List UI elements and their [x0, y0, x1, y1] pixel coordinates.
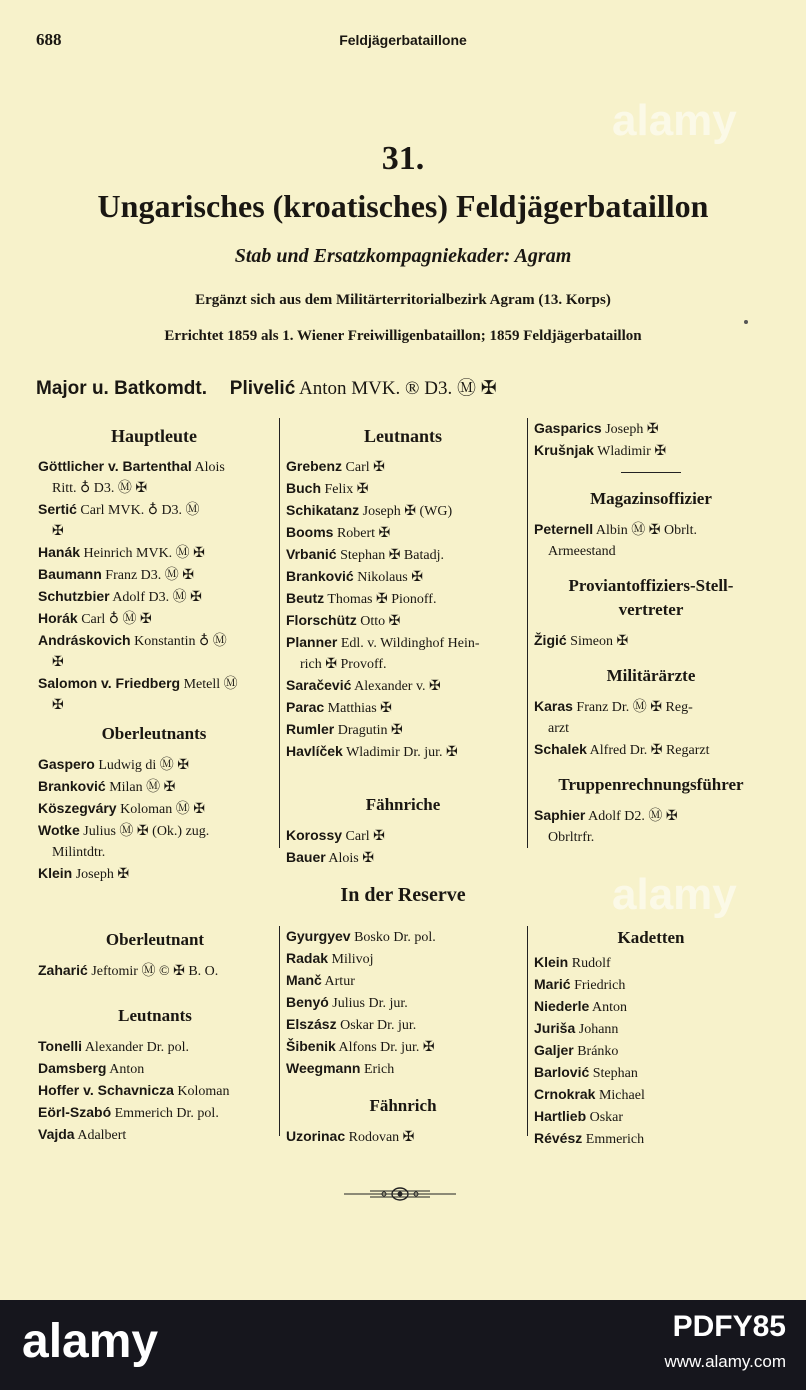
list-entry — [286, 1014, 520, 1036]
list-entry — [286, 1036, 520, 1058]
list-entry — [534, 1106, 768, 1128]
watermark-banner — [0, 1300, 806, 1390]
heading-leutnants: Leutnants — [363, 426, 443, 446]
list-entry — [38, 695, 270, 716]
entry-details: Nikolaus ✠ — [357, 570, 423, 585]
entry-details: Thomas ✠ Pionoff. — [327, 592, 437, 607]
info-line-2: Errichtet 1859 als 1. Wiener Freiwilligenbataillon; 1859 Feldjägerbataillon — [164, 328, 642, 344]
heading-oberleutnant: Oberleutnant — [105, 930, 205, 949]
entry-details: Obrltrfr. — [548, 830, 595, 845]
reserve-faehnrich-list — [286, 1126, 520, 1148]
list-entry — [38, 673, 270, 695]
heading-faehnrich: Fähnrich — [369, 1096, 437, 1115]
entry-details: Julius Dr. jur. — [332, 996, 408, 1011]
heading-magazinsoffizier: Magazinsoffizier — [590, 489, 712, 508]
info-line-1: Ergänzt sich aus dem Militärterritorialbezirk Agram (13. Korps) — [195, 292, 611, 308]
entry-details: Carl ♁ Ⓜ ✠ — [81, 612, 152, 627]
kadetten-list — [534, 952, 768, 1150]
list-entry — [286, 1058, 520, 1080]
site-url: www.alamy.com — [664, 1352, 786, 1371]
entry-surname: Planner — [286, 634, 338, 650]
entry-surname: Tonelli — [38, 1038, 83, 1054]
list-entry — [286, 588, 520, 610]
entry-details: rich ✠ Provoff. — [300, 657, 387, 672]
entry-details: Felix ✠ — [324, 482, 369, 497]
list-entry — [38, 798, 270, 820]
entry-surname: Salomon v. Friedberg — [38, 675, 181, 691]
list-entry — [286, 654, 520, 675]
reserve-column-1 — [38, 928, 272, 1146]
list-entry — [534, 974, 768, 996]
list-entry — [286, 1126, 520, 1148]
major-line — [36, 373, 497, 400]
list-entry — [286, 478, 520, 500]
list-entry — [286, 719, 520, 741]
entry-details: Adalbert — [77, 1128, 127, 1143]
entry-surname: Parac — [286, 699, 325, 715]
entry-details: Emmerich Dr. pol. — [114, 1106, 219, 1121]
entry-details: ✠ — [52, 655, 64, 670]
faehnriche-list — [286, 825, 520, 869]
entry-details: Metell Ⓜ — [183, 677, 238, 692]
entry-details: Adolf D3. Ⓜ ✠ — [112, 590, 202, 605]
entry-details: Konstantin ♁ Ⓜ — [134, 634, 227, 649]
list-entry — [534, 519, 768, 541]
entry-details: Stephan — [592, 1066, 638, 1081]
entry-surname: Révész — [534, 1130, 583, 1146]
entry-details: Otto ✠ — [360, 614, 401, 629]
list-entry — [38, 456, 270, 478]
entry-surname: Beutz — [286, 590, 325, 606]
entry-details: Michael — [598, 1088, 645, 1103]
list-entry — [38, 608, 270, 630]
heading-militaeraerzte: Militärärzte — [606, 666, 696, 685]
list-entry — [38, 1102, 272, 1124]
list-entry — [286, 610, 520, 632]
list-entry — [286, 675, 520, 697]
list-entry — [38, 652, 270, 673]
entry-details: Robert ✠ — [336, 526, 391, 541]
entry-surname: Eörl-Szabó — [38, 1104, 112, 1120]
entry-details: Koloman Ⓜ ✠ — [120, 802, 205, 817]
list-entry — [286, 500, 520, 522]
leutnants-list — [286, 456, 520, 763]
entry-surname: Niederle — [534, 998, 590, 1014]
entry-details: Bosko Dr. pol. — [354, 930, 436, 945]
reserve-column-2 — [286, 926, 520, 1148]
list-entry — [534, 1040, 768, 1062]
entry-details: Bránko — [577, 1044, 619, 1059]
entry-surname: Branković — [38, 778, 106, 794]
entry-details: Alfons Dr. jur. ✠ — [338, 1040, 435, 1055]
entry-surname: Benyó — [286, 994, 329, 1010]
entry-details: Alois ✠ — [328, 851, 374, 866]
entry-details: Anton — [591, 1000, 627, 1015]
entry-surname: Baumann — [38, 566, 102, 582]
entry-details: Alexander v. ✠ — [354, 679, 441, 694]
entry-surname: Vrbanić — [286, 546, 337, 562]
entry-details: arzt — [548, 721, 569, 736]
heading-hauptleute: Hauptleute — [110, 426, 197, 446]
entry-details: Carl ✠ — [345, 460, 385, 475]
entry-details: Julius Ⓜ ✠ (Ok.) zug. — [83, 824, 210, 839]
list-entry — [38, 586, 270, 608]
reserve-rule-1 — [279, 926, 280, 1136]
print-dot — [744, 320, 748, 324]
entry-surname: Sertić — [38, 501, 77, 517]
list-entry — [286, 522, 520, 544]
entry-surname: Korossy — [286, 827, 343, 843]
column-rule-1 — [279, 418, 280, 848]
watermark-bottom: alamy — [612, 870, 737, 919]
entry-surname: Hoffer v. Schavnicza — [38, 1082, 174, 1098]
entry-details: Oskar — [589, 1110, 624, 1125]
magazin-list — [534, 519, 768, 562]
entry-surname: Damsberg — [38, 1060, 107, 1076]
entry-surname: Elszász — [286, 1016, 337, 1032]
list-entry — [286, 741, 520, 763]
entry-details: Rudolf — [571, 956, 611, 971]
entry-surname: Gyurgyev — [286, 928, 351, 944]
list-entry — [286, 544, 520, 566]
entry-details: Ritt. ♁ D3. Ⓜ ✠ — [52, 481, 148, 496]
watermark-top: alamy — [612, 96, 737, 145]
image-id: PDFY85 — [672, 1310, 786, 1343]
list-entry — [534, 541, 768, 562]
entry-details: Matthias ✠ — [327, 701, 392, 716]
entry-details: Albin Ⓜ ✠ Obrlt. — [595, 523, 698, 538]
reserve-rule-2 — [527, 926, 528, 1136]
entry-surname: Zaharić — [38, 962, 88, 978]
entry-surname: Manč — [286, 972, 322, 988]
list-entry — [38, 1124, 272, 1146]
entry-details: ✠ — [52, 698, 64, 713]
page-number: 688 — [36, 30, 62, 49]
list-entry — [286, 456, 520, 478]
entry-surname: Buch — [286, 480, 321, 496]
reserve-heading: In der Reserve — [340, 884, 466, 906]
col3-top-list — [534, 418, 768, 462]
list-entry — [38, 863, 270, 885]
list-entry — [534, 827, 768, 848]
entry-details: Alois — [194, 460, 225, 475]
entry-surname: Juriša — [534, 1020, 576, 1036]
ornament-divider — [340, 1184, 460, 1204]
heading-reserve-leutnants: Leutnants — [118, 1006, 192, 1025]
heading-kadetten: Kadetten — [617, 928, 685, 947]
list-entry — [534, 952, 768, 974]
list-entry — [534, 739, 768, 761]
entry-surname: Marić — [534, 976, 571, 992]
entry-surname: Saphier — [534, 807, 586, 823]
rechnung-list — [534, 805, 768, 848]
entry-details: Erich — [363, 1062, 395, 1077]
entry-surname: Krušnjak — [534, 442, 594, 458]
aerzte-list — [534, 696, 768, 761]
entry-details: Dragutin ✠ — [337, 723, 403, 738]
entry-surname: Peternell — [534, 521, 594, 537]
list-entry — [286, 632, 520, 654]
entry-surname: Wotke — [38, 822, 80, 838]
entry-details: Joseph ✠ — [605, 422, 659, 437]
entry-surname: Rumler — [286, 721, 335, 737]
entry-surname: Branković — [286, 568, 354, 584]
heading-faehnriche: Fähnriche — [365, 795, 441, 814]
entry-details: Friedrich — [574, 978, 626, 993]
heading-truppenrechnungsfuehrer: Truppenrechnungsführer — [558, 775, 744, 794]
entry-surname: Uzorinac — [286, 1128, 346, 1144]
list-entry — [38, 564, 270, 586]
list-entry — [286, 847, 520, 869]
entry-details: Oskar Dr. jur. — [340, 1018, 417, 1033]
list-entry — [38, 478, 270, 499]
entry-details: Carl MVK. ♁ D3. Ⓜ — [80, 503, 200, 518]
entry-details: Joseph ✠ — [75, 867, 130, 882]
list-entry — [286, 566, 520, 588]
entry-details: Koloman — [177, 1084, 230, 1099]
major-details: Anton MVK. ® D3. Ⓜ ✠ — [298, 378, 497, 399]
proviant-list — [534, 630, 768, 652]
section-number: 31. — [381, 140, 425, 177]
entry-surname: Schalek — [534, 741, 587, 757]
entry-surname: Göttlicher v. Bartenthal — [38, 458, 192, 474]
entry-surname: Booms — [286, 524, 334, 540]
list-entry — [534, 718, 768, 739]
entry-details: Wladimir Dr. jur. ✠ — [346, 745, 458, 760]
entry-details: Artur — [324, 974, 355, 989]
reserve-ober-list — [38, 960, 272, 982]
entry-surname: Klein — [534, 954, 569, 970]
subtitle: Stab und Ersatzkompagniekader: Agram — [234, 245, 572, 267]
heading-proviant-2: vertreter — [618, 600, 684, 619]
entry-details: Alfred Dr. ✠ Regarzt — [589, 743, 710, 758]
list-entry — [534, 630, 768, 652]
entry-surname: Grebenz — [286, 458, 343, 474]
page-title: Ungarisches (kroatisches) Feldjägerbataillon — [97, 188, 709, 224]
entry-surname: Klein — [38, 865, 73, 881]
list-entry — [286, 992, 520, 1014]
short-divider — [621, 472, 681, 473]
entry-details: Franz Dr. Ⓜ ✠ Reg- — [576, 700, 693, 715]
list-entry — [534, 440, 768, 462]
entry-surname: Gasparics — [534, 420, 602, 436]
column-3 — [534, 418, 768, 848]
reserve-leut-list — [38, 1036, 272, 1146]
running-head: Feldjägerbataillone — [339, 32, 467, 48]
entry-surname: Horák — [38, 610, 78, 626]
list-entry — [38, 754, 270, 776]
reserve-column-3 — [534, 926, 768, 1150]
entry-details: Adolf D2. Ⓜ ✠ — [588, 809, 678, 824]
entry-surname: Karas — [534, 698, 573, 714]
list-entry — [534, 1018, 768, 1040]
entry-details: Armeestand — [548, 544, 616, 559]
list-entry — [38, 542, 270, 564]
entry-surname: Havlíček — [286, 743, 343, 759]
list-entry — [38, 499, 270, 521]
entry-details: ✠ — [52, 524, 64, 539]
entry-details: Ludwig di Ⓜ ✠ — [98, 758, 189, 773]
reserve-col2-list — [286, 926, 520, 1080]
entry-surname: Radak — [286, 950, 329, 966]
entry-surname: Barlović — [534, 1064, 590, 1080]
entry-details: Rodovan ✠ — [348, 1130, 415, 1145]
entry-details: Wladimir ✠ — [597, 444, 667, 459]
entry-surname: Saračević — [286, 677, 352, 693]
list-entry — [38, 630, 270, 652]
major-name: Plivelić — [229, 378, 296, 399]
oberleutnants-list — [38, 754, 270, 885]
entry-surname: Žigić — [534, 632, 567, 648]
entry-details: Edl. v. Wildinghof Hein- — [340, 636, 480, 651]
entry-surname: Weegmann — [286, 1060, 361, 1076]
alamy-logo: alamy — [22, 1315, 159, 1368]
entry-details: Heinrich MVK. Ⓜ ✠ — [83, 546, 205, 561]
list-entry — [534, 696, 768, 718]
entry-surname: Schikatanz — [286, 502, 360, 518]
column-1 — [38, 424, 270, 885]
entry-surname: Hartlieb — [534, 1108, 587, 1124]
column-2 — [286, 424, 520, 869]
entry-surname: Galjer — [534, 1042, 574, 1058]
entry-details: Simeon ✠ — [570, 634, 629, 649]
list-entry — [38, 960, 272, 982]
entry-details: Milan Ⓜ ✠ — [109, 780, 176, 795]
list-entry — [286, 948, 520, 970]
list-entry — [534, 805, 768, 827]
entry-details: Carl ✠ — [345, 829, 385, 844]
heading-oberleutnants: Oberleutnants — [101, 724, 207, 743]
entry-surname: Andráskovich — [38, 632, 131, 648]
list-entry — [38, 521, 270, 542]
list-entry — [286, 970, 520, 992]
list-entry — [286, 825, 520, 847]
list-entry — [534, 1062, 768, 1084]
list-entry — [286, 926, 520, 948]
hauptleute-list — [38, 456, 270, 716]
entry-details: Stephan ✠ Batadj. — [340, 548, 444, 563]
entry-details: Alexander Dr. pol. — [84, 1040, 190, 1055]
entry-surname: Gaspero — [38, 756, 95, 772]
list-entry — [534, 1128, 768, 1150]
list-entry — [38, 1080, 272, 1102]
list-entry — [38, 820, 270, 842]
entry-surname: Köszegváry — [38, 800, 117, 816]
entry-surname: Hanák — [38, 544, 81, 560]
entry-details: Milivoj — [331, 952, 374, 967]
entry-details: Franz D3. Ⓜ ✠ — [105, 568, 195, 583]
entry-surname: Florschütz — [286, 612, 357, 628]
entry-details: Jeftomir Ⓜ © ✠ B. O. — [91, 964, 219, 979]
list-entry — [38, 776, 270, 798]
entry-surname: Crnokrak — [534, 1086, 596, 1102]
list-entry — [286, 697, 520, 719]
list-entry — [38, 842, 270, 863]
list-entry — [534, 996, 768, 1018]
entry-details: Johann — [578, 1022, 619, 1037]
list-entry — [38, 1058, 272, 1080]
entry-details: Anton — [109, 1062, 145, 1077]
entry-surname: Šibenik — [286, 1038, 336, 1054]
column-rule-2 — [527, 418, 528, 848]
entry-details: Milintdtr. — [52, 845, 106, 860]
entry-surname: Bauer — [286, 849, 326, 865]
entry-details: Joseph ✠ (WG) — [362, 504, 453, 519]
heading-proviant-1: Proviantoffiziers-Stell- — [568, 576, 734, 595]
list-entry — [534, 1084, 768, 1106]
list-entry — [38, 1036, 272, 1058]
entry-surname: Schutzbier — [38, 588, 110, 604]
major-rank: Major u. Batkomdt. — [36, 378, 208, 399]
entry-details: Emmerich — [585, 1132, 645, 1147]
entry-surname: Vajda — [38, 1126, 75, 1142]
list-entry — [534, 418, 768, 440]
